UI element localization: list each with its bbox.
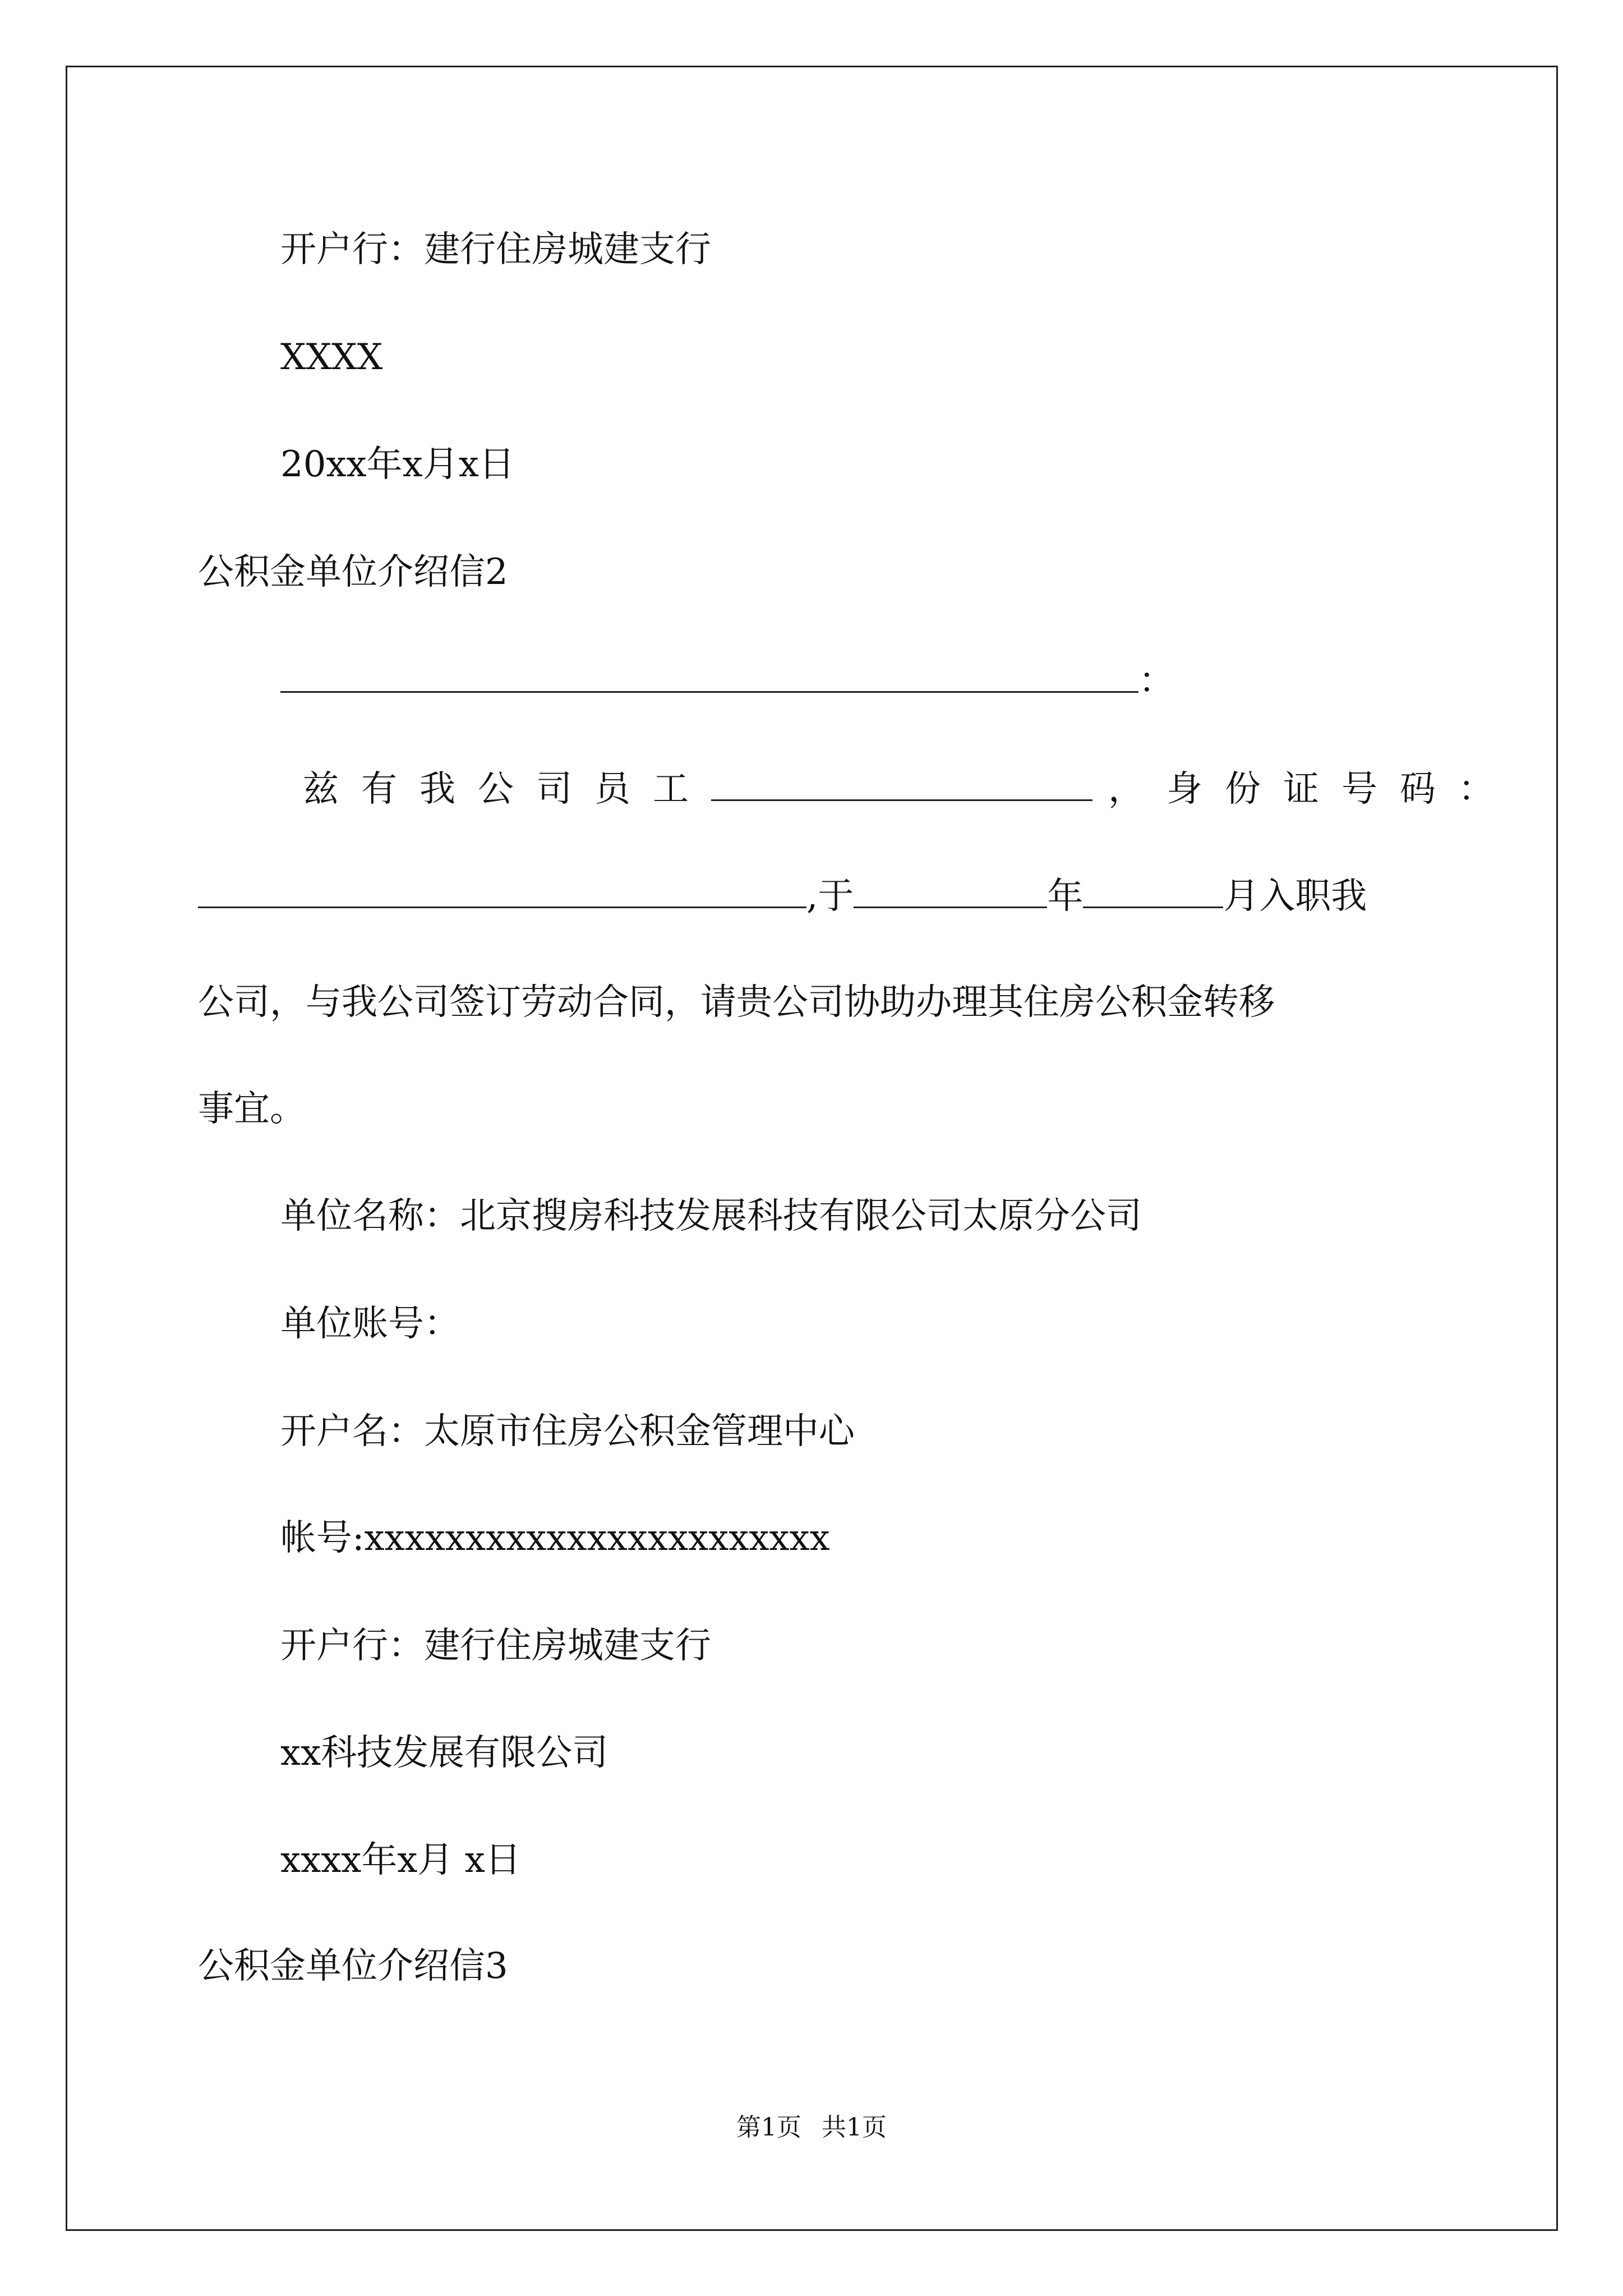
body-text-1: 兹有我公司员工 <box>303 769 711 810</box>
body-line-1 <box>303 766 1516 812</box>
month-blank <box>1083 873 1223 908</box>
body-text-4: 年 <box>1047 876 1083 917</box>
bank-line-2: 开户行：建行住房城建支行 <box>280 1625 711 1667</box>
section-title-3: 公积金单位介绍信3 <box>198 1945 508 1987</box>
body-text-5: 月入职我 <box>1223 876 1367 917</box>
addressee-blank <box>280 657 1138 693</box>
page-footer <box>0 2112 1623 2143</box>
company-name: xx科技发展有限公司 <box>280 1732 608 1774</box>
bank-line: 开户行：建行住房城建支行 <box>280 229 711 270</box>
unit-account: 单位账号： <box>280 1303 460 1345</box>
signature: XXXX <box>280 337 383 378</box>
addressee-colon: ： <box>1138 660 1174 702</box>
body-text-2: ，身份证号码： <box>1108 769 1516 810</box>
page-total: 共1页 <box>822 2113 887 2142</box>
body-text-3: ,于 <box>806 876 854 917</box>
body-line-2 <box>198 873 1367 919</box>
year-blank <box>854 873 1047 908</box>
body-line-4: 事宜。 <box>198 1088 306 1130</box>
date-line: 20xx年x月x日 <box>280 444 515 485</box>
page-current: 第1页 <box>736 2113 801 2142</box>
addressee-line <box>280 657 1174 703</box>
body-line-3: 公司，与我公司签订劳动合同，请贵公司协助办理其住房公积金转移 <box>198 982 1275 1023</box>
section-title-2: 公积金单位介绍信2 <box>198 551 508 593</box>
page-border <box>66 66 1558 2231</box>
unit-name: 单位名称：北京搜房科技发展科技有限公司太原分公司 <box>280 1195 1142 1237</box>
employee-name-blank <box>711 766 1092 801</box>
id-number-blank <box>198 873 806 908</box>
date-line-2: xxxx年x月 x日 <box>280 1839 521 1881</box>
account-number: 帐号:xxxxxxxxxxxxxxxxxxxxxxx <box>280 1517 830 1559</box>
account-name: 开户名：太原市住房公积金管理中心 <box>280 1411 855 1452</box>
